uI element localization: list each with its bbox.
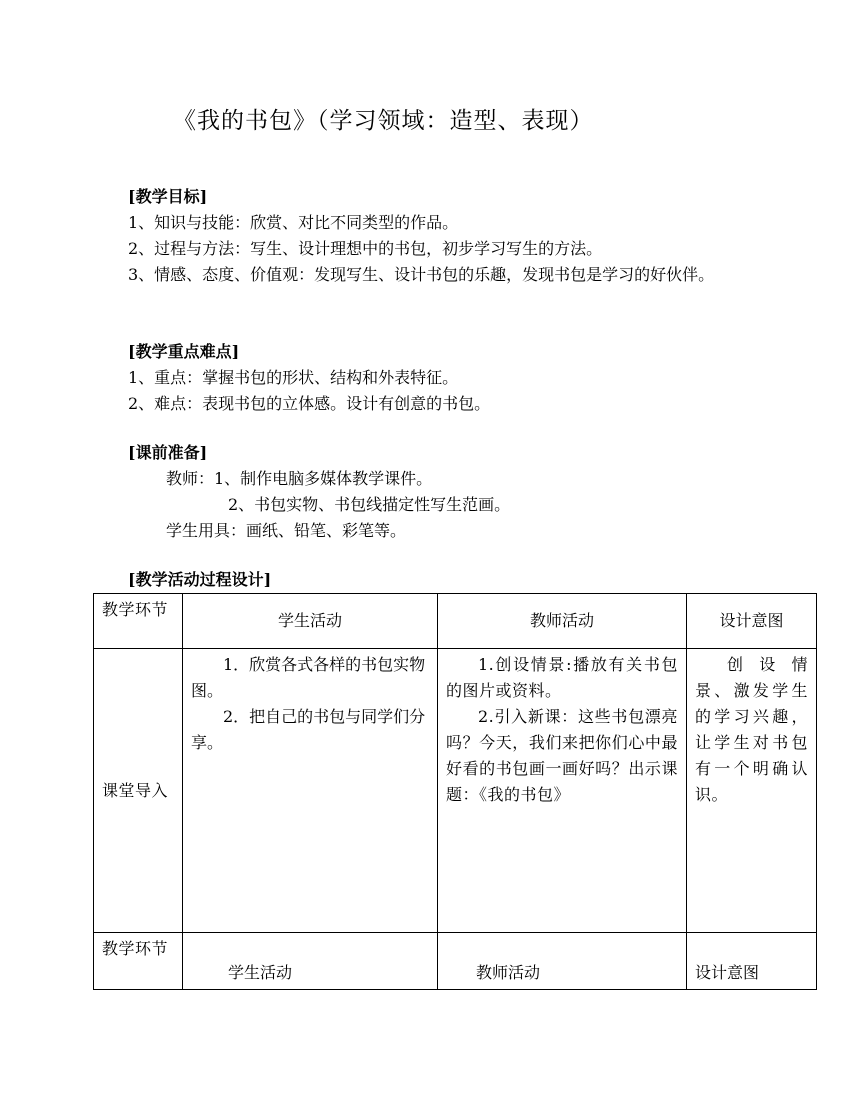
stage-cell: 课堂导入 bbox=[94, 649, 183, 933]
student-activity-item: 2．把自己的书包与同学们分享。 bbox=[191, 707, 426, 752]
keypoints-heading: [教学重点难点] bbox=[128, 342, 240, 361]
goal-item: 1、知识与技能：欣赏、对比不同类型的作品。 bbox=[128, 213, 459, 232]
teacher-activity-cell bbox=[438, 649, 687, 933]
student-activity-cell bbox=[183, 649, 438, 933]
keypoint-item: 2、难点：表现书包的立体感。设计有创意的书包。 bbox=[128, 394, 491, 413]
teacher-activity-item: 2.引入新课：这些书包漂亮吗？今天，我们来把你们心中最好看的书包画一画好吗？出示课题：《我的书包》 bbox=[446, 707, 678, 804]
goal-item: 3、情感、态度、价值观：发现写生、设计书包的乐趣，发现书包是学习的好伙伴。 bbox=[128, 265, 715, 284]
prep-student: 学生用具：画纸、铅笔、彩笔等。 bbox=[166, 521, 407, 540]
student-activity-item: 1．欣赏各式各样的书包实物图。 bbox=[191, 655, 426, 700]
process-section bbox=[128, 567, 271, 593]
header-cell-student: 学生活动 bbox=[183, 594, 438, 649]
keypoints-section bbox=[128, 339, 490, 417]
table-row bbox=[94, 649, 817, 933]
process-heading: [教学活动过程设计] bbox=[128, 570, 272, 589]
keypoint-item: 1、重点：掌握书包的形状、结构和外表特征。 bbox=[128, 368, 459, 387]
goal-item: 2、过程与方法：写生、设计理想中的书包，初步学习写生的方法。 bbox=[128, 239, 603, 258]
header-cell-stage: 教学环节 bbox=[94, 933, 183, 990]
lesson-plan-table bbox=[93, 593, 817, 990]
header-cell-stage: 教学环节 bbox=[94, 594, 183, 649]
header-cell-student: 学生活动 bbox=[183, 933, 438, 990]
header-cell-teacher: 教师活动 bbox=[438, 933, 687, 990]
intent-cell bbox=[687, 649, 817, 933]
intent-text: 创设情景、激发学生的学习兴趣，让学生对书包有一个明确认识。 bbox=[695, 655, 808, 804]
goals-section bbox=[128, 184, 748, 288]
teacher-activity-item: 1.创设情景:播放有关书包的图片或资料。 bbox=[446, 655, 678, 700]
header-cell-teacher: 教师活动 bbox=[438, 594, 687, 649]
goals-heading: [教学目标] bbox=[128, 187, 208, 206]
table-header-row bbox=[94, 594, 817, 649]
prep-teacher-1: 教师：1、制作电脑多媒体教学课件。 bbox=[166, 469, 433, 488]
prep-section bbox=[128, 440, 510, 544]
prep-teacher-2: 2、书包实物、书包线描定性写生范画。 bbox=[228, 495, 511, 514]
prep-heading: [课前准备] bbox=[128, 443, 208, 462]
table-header-row bbox=[94, 933, 817, 990]
header-cell-intent: 设计意图 bbox=[687, 933, 817, 990]
page-title: 《我的书包》（学习领域：造型、表现） bbox=[173, 108, 594, 134]
header-cell-intent: 设计意图 bbox=[687, 594, 817, 649]
